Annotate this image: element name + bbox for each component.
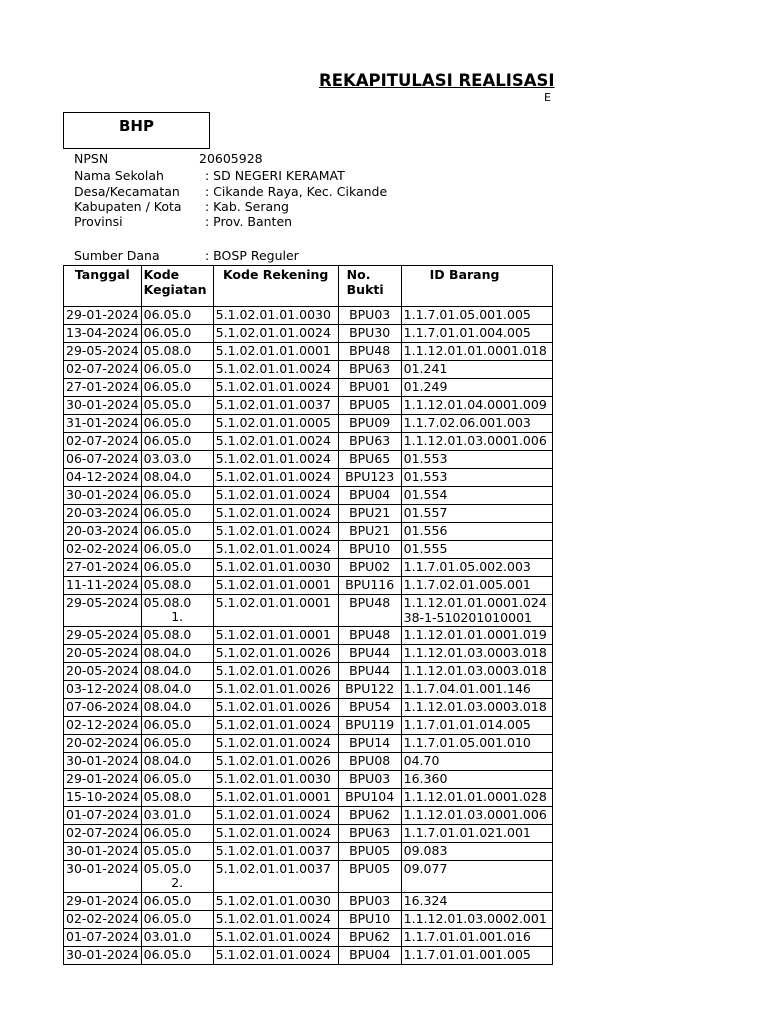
cell-no-bukti: BPU63: [338, 825, 401, 843]
table-body: [64, 307, 553, 965]
cell-kode-kegiatan-extra: 1.: [171, 609, 184, 624]
cell-no-bukti: BPU10: [338, 541, 401, 559]
village-value: : Cikande Raya, Kec. Cikande: [205, 184, 388, 199]
table-row: [64, 911, 553, 929]
table-row: [64, 807, 553, 825]
cell-id-barang: 1.1.12.01.03.0001.006: [401, 807, 552, 825]
cell-kode-kegiatan-extra: 2.: [171, 875, 184, 890]
cell-kode-rekening: 5.1.02.01.01.0001: [213, 789, 338, 807]
cell-kode-rekening: 5.1.02.01.01.0024: [213, 717, 338, 735]
cell-id-barang: 1.1.12.01.03.0003.018: [401, 645, 552, 663]
table-row: [64, 343, 553, 361]
regency-label: Kabupaten / Kota: [74, 199, 182, 214]
cell-kode-rekening: 5.1.02.01.01.0024: [213, 325, 338, 343]
cell-tanggal: 02-07-2024: [64, 361, 142, 379]
cell-tanggal: 06-07-2024: [64, 451, 142, 469]
cell-no-bukti: BPU04: [338, 487, 401, 505]
cell-kode-rekening: 5.1.02.01.01.0024: [213, 947, 338, 965]
table-row: [64, 627, 553, 645]
cell-kode-rekening: 5.1.02.01.01.0024: [213, 505, 338, 523]
cell-id-barang: 1.1.7.01.05.001.005: [401, 307, 552, 325]
cell-tanggal: 27-01-2024: [64, 559, 142, 577]
cell-kode-rekening: 5.1.02.01.01.0037: [213, 861, 338, 893]
table-row: [64, 325, 553, 343]
table-row: [64, 893, 553, 911]
table-row: [64, 947, 553, 965]
cell-no-bukti: BPU03: [338, 307, 401, 325]
cell-tanggal: 07-06-2024: [64, 699, 142, 717]
cell-id-barang: 1.1.7.01.05.001.010: [401, 735, 552, 753]
cell-kode-rekening: 5.1.02.01.01.0037: [213, 397, 338, 415]
header-kode-rekening: Kode Rekening: [213, 266, 338, 307]
cell-no-bukti: BPU116: [338, 577, 401, 595]
cell-kode-kegiatan: 06.05.0: [141, 487, 213, 505]
table-row: [64, 361, 553, 379]
cell-kode-kegiatan: 06.05.0: [141, 415, 213, 433]
cell-id-barang: 1.1.7.01.01.004.005: [401, 325, 552, 343]
cell-kode-kegiatan: 03.01.0: [141, 929, 213, 947]
cell-kode-kegiatan: 08.04.0: [141, 699, 213, 717]
cell-no-bukti: BPU104: [338, 789, 401, 807]
cell-kode-rekening: 5.1.02.01.01.0024: [213, 523, 338, 541]
cell-no-bukti: BPU48: [338, 343, 401, 361]
cell-id-barang: 1.1.12.01.04.0001.009: [401, 397, 552, 415]
cell-kode-kegiatan: 05.05.0 2.: [141, 861, 213, 893]
table-row: [64, 735, 553, 753]
cell-no-bukti: BPU63: [338, 361, 401, 379]
cell-tanggal: 27-01-2024: [64, 379, 142, 397]
cell-id-barang: 01.557: [401, 505, 552, 523]
cell-id-barang: 01.553: [401, 469, 552, 487]
cell-tanggal: 30-01-2024: [64, 843, 142, 861]
realization-table: [63, 265, 553, 965]
cell-tanggal: 01-07-2024: [64, 807, 142, 825]
table-row: [64, 415, 553, 433]
cell-kode-rekening: 5.1.02.01.01.0024: [213, 469, 338, 487]
cell-tanggal: 11-11-2024: [64, 577, 142, 595]
cell-kode-rekening: 5.1.02.01.01.0024: [213, 451, 338, 469]
cell-no-bukti: BPU44: [338, 663, 401, 681]
cell-kode-rekening: 5.1.02.01.01.0024: [213, 825, 338, 843]
cell-tanggal: 20-05-2024: [64, 645, 142, 663]
cell-no-bukti: BPU21: [338, 523, 401, 541]
table-row: [64, 681, 553, 699]
cell-no-bukti: BPU44: [338, 645, 401, 663]
cell-kode-rekening: 5.1.02.01.01.0001: [213, 595, 338, 627]
cell-id-barang: 1.1.7.02.06.001.003: [401, 415, 552, 433]
cell-kode-kegiatan: 05.08.0: [141, 577, 213, 595]
cell-kode-rekening: 5.1.02.01.01.0030: [213, 559, 338, 577]
cell-id-barang: 1.1.7.01.01.001.005: [401, 947, 552, 965]
table-row: [64, 825, 553, 843]
cell-kode-kegiatan: 06.05.0: [141, 717, 213, 735]
cell-kode-rekening: 5.1.02.01.01.0030: [213, 771, 338, 789]
cell-kode-rekening: 5.1.02.01.01.0026: [213, 645, 338, 663]
cell-no-bukti: BPU04: [338, 947, 401, 965]
cell-kode-kegiatan: 06.05.0: [141, 947, 213, 965]
cell-tanggal: 30-01-2024: [64, 861, 142, 893]
cell-no-bukti: BPU62: [338, 807, 401, 825]
cell-kode-rekening: 5.1.02.01.01.0026: [213, 681, 338, 699]
table-row: [64, 505, 553, 523]
cell-id-barang: 01.555: [401, 541, 552, 559]
table-header-row: [64, 266, 553, 307]
cell-no-bukti: BPU03: [338, 771, 401, 789]
cell-tanggal: 02-07-2024: [64, 825, 142, 843]
table-row: [64, 717, 553, 735]
cell-kode-kegiatan: 06.05.0: [141, 911, 213, 929]
village-label: Desa/Kecamatan: [74, 184, 180, 199]
cell-kode-kegiatan: 05.08.0 1.: [141, 595, 213, 627]
cell-tanggal: 15-10-2024: [64, 789, 142, 807]
cell-id-barang: 1.1.12.01.01.0001.018: [401, 343, 552, 361]
table-row: [64, 451, 553, 469]
cell-kode-kegiatan: 06.05.0: [141, 307, 213, 325]
npsn-label: NPSN: [74, 151, 109, 166]
province-label: Provinsi: [74, 214, 123, 229]
cell-kode-rekening: 5.1.02.01.01.0026: [213, 663, 338, 681]
table-row: [64, 559, 553, 577]
cell-no-bukti: BPU54: [338, 699, 401, 717]
cell-tanggal: 20-03-2024: [64, 505, 142, 523]
cell-tanggal: 02-02-2024: [64, 541, 142, 559]
cell-no-bukti: BPU10: [338, 911, 401, 929]
cell-tanggal: 29-01-2024: [64, 307, 142, 325]
table-row: [64, 771, 553, 789]
cell-id-barang: 1.1.12.01.03.0003.018: [401, 663, 552, 681]
cell-tanggal: 29-05-2024: [64, 343, 142, 361]
cell-tanggal: 02-12-2024: [64, 717, 142, 735]
cell-kode-rekening: 5.1.02.01.01.0024: [213, 735, 338, 753]
cell-kode-kegiatan: 06.05.0: [141, 735, 213, 753]
cell-kode-rekening: 5.1.02.01.01.0030: [213, 307, 338, 325]
cell-tanggal: 01-07-2024: [64, 929, 142, 947]
cell-kode-rekening: 5.1.02.01.01.0024: [213, 541, 338, 559]
cell-kode-rekening: 5.1.02.01.01.0001: [213, 627, 338, 645]
cell-tanggal: 30-01-2024: [64, 947, 142, 965]
cell-id-barang: 04.70: [401, 753, 552, 771]
cell-no-bukti: BPU48: [338, 627, 401, 645]
cell-kode-rekening: 5.1.02.01.01.0024: [213, 487, 338, 505]
cell-id-barang: 1.1.12.01.01.0001.019: [401, 627, 552, 645]
cell-no-bukti: BPU05: [338, 843, 401, 861]
cell-kode-rekening: 5.1.02.01.01.0024: [213, 911, 338, 929]
cell-kode-kegiatan: 06.05.0: [141, 771, 213, 789]
cell-id-barang: 1.1.7.01.01.001.016: [401, 929, 552, 947]
cell-kode-rekening: 5.1.02.01.01.0001: [213, 343, 338, 361]
cell-kode-kegiatan: 06.05.0: [141, 523, 213, 541]
cell-kode-kegiatan: 06.05.0: [141, 379, 213, 397]
cell-tanggal: 13-04-2024: [64, 325, 142, 343]
cell-no-bukti: BPU119: [338, 717, 401, 735]
cell-id-barang: 1.1.7.01.01.021.001: [401, 825, 552, 843]
cell-no-bukti: BPU65: [338, 451, 401, 469]
fund-source-label: Sumber Dana: [74, 248, 160, 263]
cell-kode-kegiatan: 06.05.0: [141, 893, 213, 911]
province-value: : Prov. Banten: [205, 214, 293, 229]
cell-tanggal: 30-01-2024: [64, 397, 142, 415]
cell-kode-rekening: 5.1.02.01.01.0030: [213, 893, 338, 911]
cell-kode-kegiatan: 03.01.0: [141, 807, 213, 825]
cell-tanggal: 29-01-2024: [64, 771, 142, 789]
header-no-bukti: No. Bukti: [338, 266, 401, 307]
cell-id-barang: 01.553: [401, 451, 552, 469]
cell-tanggal: 29-01-2024: [64, 893, 142, 911]
cell-tanggal: 30-01-2024: [64, 487, 142, 505]
cell-kode-rekening: 5.1.02.01.01.0024: [213, 361, 338, 379]
cell-id-barang: 1.1.7.02.01.005.001: [401, 577, 552, 595]
header-tanggal: Tanggal: [64, 266, 142, 307]
cell-no-bukti: BPU01: [338, 379, 401, 397]
cell-kode-rekening: 5.1.02.01.01.0024: [213, 379, 338, 397]
cell-kode-kegiatan: 08.04.0: [141, 645, 213, 663]
cell-no-bukti: BPU02: [338, 559, 401, 577]
cell-tanggal: 30-01-2024: [64, 753, 142, 771]
cell-id-barang: 01.241: [401, 361, 552, 379]
table-row: [64, 469, 553, 487]
cell-id-barang: 09.077: [401, 861, 552, 893]
cell-kode-kegiatan: 06.05.0: [141, 325, 213, 343]
cell-kode-kegiatan: 05.05.0: [141, 397, 213, 415]
cell-kode-kegiatan: 05.08.0: [141, 789, 213, 807]
cell-no-bukti: BPU123: [338, 469, 401, 487]
table-row: [64, 307, 553, 325]
school-name-value: : SD NEGERI KERAMAT: [205, 168, 345, 183]
cell-no-bukti: BPU09: [338, 415, 401, 433]
cell-no-bukti: BPU48: [338, 595, 401, 627]
cell-tanggal: 29-05-2024: [64, 627, 142, 645]
cell-id-barang: 1.1.7.04.01.001.146: [401, 681, 552, 699]
table-row: [64, 699, 553, 717]
cell-no-bukti: BPU08: [338, 753, 401, 771]
header-kode-kegiatan: Kode Kegiatan: [141, 266, 213, 307]
cell-no-bukti: BPU14: [338, 735, 401, 753]
cell-no-bukti: BPU03: [338, 893, 401, 911]
cell-kode-kegiatan: 05.08.0: [141, 627, 213, 645]
table-row: [64, 541, 553, 559]
cell-kode-rekening: 5.1.02.01.01.0026: [213, 753, 338, 771]
fund-source-value: : BOSP Reguler: [205, 248, 299, 263]
cell-id-barang-extra: 38-1-510201010001: [403, 610, 532, 625]
table-row: [64, 397, 553, 415]
header-id-barang: ID Barang: [401, 266, 552, 307]
cell-id-barang: 1.1.12.01.01.0001.028: [401, 789, 552, 807]
cell-tanggal: 04-12-2024: [64, 469, 142, 487]
cell-id-barang: 1.1.12.01.03.0003.018: [401, 699, 552, 717]
cell-kode-rekening: 5.1.02.01.01.0024: [213, 807, 338, 825]
table-row: [64, 523, 553, 541]
cell-id-barang: 1.1.7.01.01.014.005: [401, 717, 552, 735]
cell-tanggal: 20-02-2024: [64, 735, 142, 753]
cell-no-bukti: BPU62: [338, 929, 401, 947]
table-row: [64, 861, 553, 893]
cell-kode-kegiatan: 06.05.0: [141, 541, 213, 559]
cell-kode-kegiatan: 08.04.0: [141, 753, 213, 771]
report-title: REKAPITULASI REALISASI: [319, 71, 555, 90]
table-row: [64, 843, 553, 861]
cell-kode-kegiatan: 08.04.0: [141, 663, 213, 681]
report-subtitle-fragment: E: [544, 91, 551, 104]
cell-tanggal: 20-05-2024: [64, 663, 142, 681]
cell-id-barang: 1.1.12.01.01.0001.024 38-1-510201010001: [401, 595, 552, 627]
npsn-value: 20605928: [199, 151, 263, 166]
cell-kode-kegiatan: 06.05.0: [141, 361, 213, 379]
table-row: [64, 577, 553, 595]
cell-tanggal: 03-12-2024: [64, 681, 142, 699]
table-row: [64, 487, 553, 505]
cell-id-barang: 16.360: [401, 771, 552, 789]
cell-tanggal: 20-03-2024: [64, 523, 142, 541]
cell-kode-kegiatan: 03.03.0: [141, 451, 213, 469]
school-name-label: Nama Sekolah: [74, 168, 164, 183]
cell-kode-kegiatan: 06.05.0: [141, 559, 213, 577]
cell-id-barang: 1.1.12.01.03.0002.001: [401, 911, 552, 929]
cell-id-barang: 01.249: [401, 379, 552, 397]
table-row: [64, 663, 553, 681]
table-row: [64, 789, 553, 807]
cell-kode-kegiatan: 06.05.0: [141, 505, 213, 523]
cell-kode-kegiatan: 08.04.0: [141, 681, 213, 699]
cell-kode-kegiatan: 08.04.0: [141, 469, 213, 487]
cell-no-bukti: BPU30: [338, 325, 401, 343]
cell-no-bukti: BPU122: [338, 681, 401, 699]
cell-kode-kegiatan: 06.05.0: [141, 433, 213, 451]
cell-tanggal: 02-07-2024: [64, 433, 142, 451]
regency-value: : Kab. Serang: [205, 199, 289, 214]
cell-no-bukti: BPU63: [338, 433, 401, 451]
cell-tanggal: 31-01-2024: [64, 415, 142, 433]
cell-no-bukti: BPU21: [338, 505, 401, 523]
cell-no-bukti: BPU05: [338, 397, 401, 415]
cell-kode-rekening: 5.1.02.01.01.0024: [213, 433, 338, 451]
cell-id-barang: 01.554: [401, 487, 552, 505]
cell-tanggal: 29-05-2024: [64, 595, 142, 627]
cell-kode-rekening: 5.1.02.01.01.0037: [213, 843, 338, 861]
cell-tanggal: 02-02-2024: [64, 911, 142, 929]
table-row: [64, 645, 553, 663]
category-box: [63, 112, 210, 149]
cell-kode-rekening: 5.1.02.01.01.0001: [213, 577, 338, 595]
cell-kode-kegiatan: 06.05.0: [141, 825, 213, 843]
cell-kode-kegiatan: 05.05.0: [141, 843, 213, 861]
cell-kode-kegiatan: 05.08.0: [141, 343, 213, 361]
cell-id-barang: 16.324: [401, 893, 552, 911]
table-row: [64, 929, 553, 947]
table-row: [64, 753, 553, 771]
cell-kode-rekening: 5.1.02.01.01.0026: [213, 699, 338, 717]
cell-id-barang: 1.1.7.01.05.002.003: [401, 559, 552, 577]
cell-kode-rekening: 5.1.02.01.01.0005: [213, 415, 338, 433]
cell-id-barang: 01.556: [401, 523, 552, 541]
cell-kode-rekening: 5.1.02.01.01.0024: [213, 929, 338, 947]
category-label: BHP: [119, 117, 154, 135]
cell-id-barang: 09.083: [401, 843, 552, 861]
table-row: [64, 379, 553, 397]
cell-id-barang: 1.1.12.01.03.0001.006: [401, 433, 552, 451]
cell-no-bukti: BPU05: [338, 861, 401, 893]
table-row: [64, 595, 553, 627]
table-row: [64, 433, 553, 451]
